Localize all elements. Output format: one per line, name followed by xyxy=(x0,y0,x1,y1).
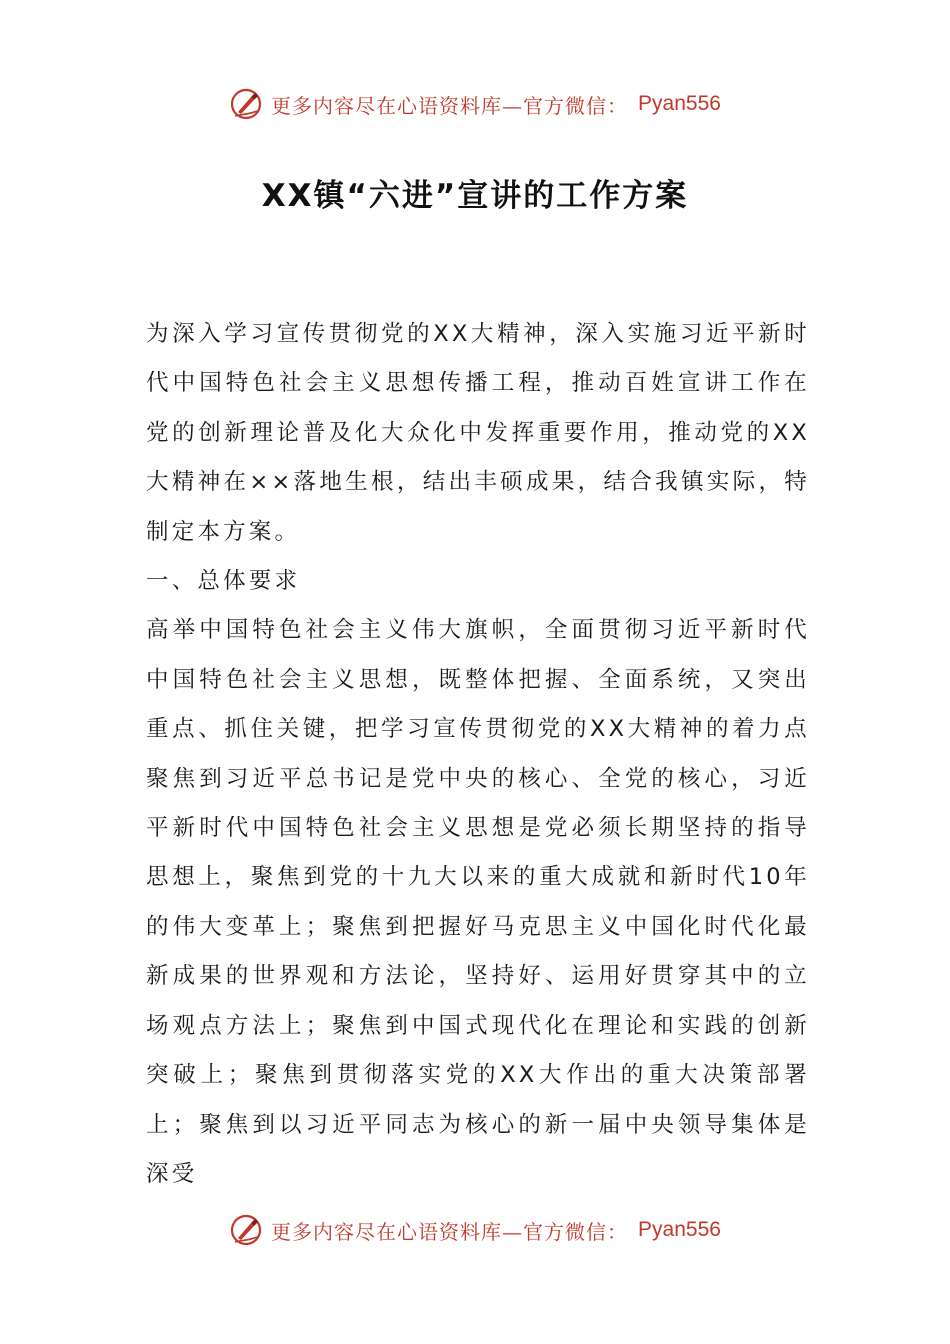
footer-banner-text: 更多内容尽在心语资料库—官方微信： xyxy=(271,1219,629,1244)
pen-logo-icon xyxy=(229,1213,263,1247)
pen-logo-icon xyxy=(229,87,263,121)
footer-banner xyxy=(0,1208,950,1252)
footer-wechat-id: Pyan556 xyxy=(638,1218,721,1241)
intro-paragraph: 为深入学习宣传贯彻党的XX大精神，深入实施习近平新时代中国特色社会主义思想传播工程，推动百姓宣讲工作在党的创新理论普及化大众化中发挥重要作用，推动党的XX大精神在××落地生根，结出丰硕成果，结合我镇实际，特制定本方案。 xyxy=(146,321,810,545)
document-title: XX镇“六进”宣讲的工作方案 xyxy=(261,178,689,214)
section-heading: 一、总体要求 xyxy=(146,568,301,595)
header-banner-text: 更多内容尽在心语资料库—官方微信： xyxy=(271,93,629,118)
header-wechat-id: Pyan556 xyxy=(638,92,721,115)
document-body xyxy=(146,310,810,1199)
header-banner xyxy=(0,82,950,126)
section-paragraph: 高举中国特色社会主义伟大旗帜，全面贯彻习近平新时代中国特色社会主义思想，既整体把握、全面系统，又突出重点、抓住关键，把学习宣传贯彻党的XX大精神的着力点聚焦到习近平总书记是党中央的核心、全党的核心，习近平新时代中国特色社会主义思想是党必须长期坚持的指导思想上，聚焦到党的十九大以来的重大成就和新时代10年的伟大变革上；聚焦到把握好马克思主义中国化时代化最新成果的世界观和方法论，坚持好、运用好贯穿其中的立场观点方法上；聚焦到中国式现代化在理论和实践的创新突破上；聚焦到贯彻落实党的XX大作出的重大决策部署上；聚焦到以习近平同志为核心的新一届中央领导集体是深受 xyxy=(146,617,810,1187)
